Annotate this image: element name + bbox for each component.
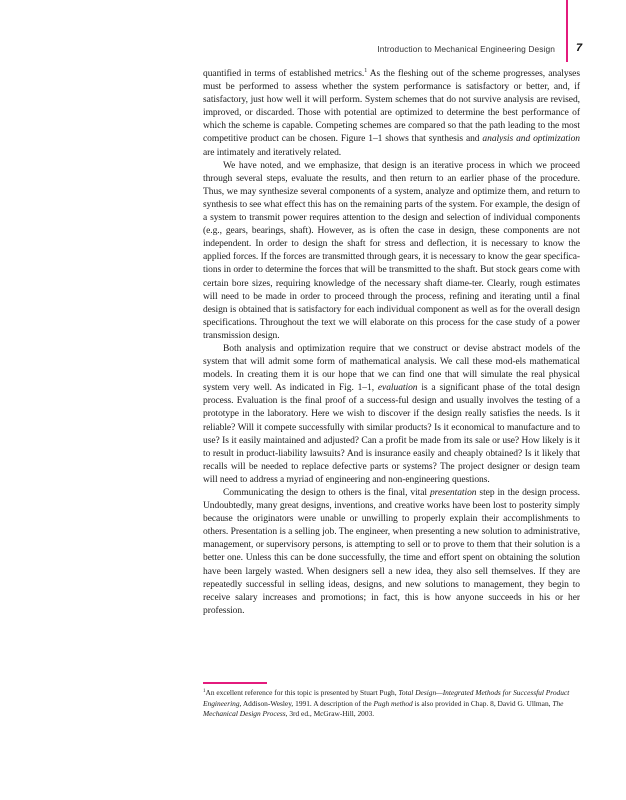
emphasis-evaluation: evaluation: [377, 383, 418, 394]
emphasis-presentation: presentation: [429, 488, 477, 498]
page-number: 7: [576, 42, 583, 54]
footnote-1: $^1$An excellent reference for this topic is presented by Stuart Pugh, Total Design—Integrated Methods for Successful Product Engineering, Addison-Wesley, 1991. A description of the Pugh method is also provided in Chap. 8, David G. Ullman, The Mechanical Design Process, 3rd ed., McGraw-Hill, 2003.: [203, 688, 570, 719]
paragraph-3: Both analysis and optimization require that we construct or devise abstract models of the system that will admit some form of mathematical analysis. We call these mod-els mathematical models. In creating them it is our hope that we can find one that will simulate the real physical system very well. As indicated in Fig. 1–1, evaluation is a significant phase of the total design process. Evaluation is the final proof of a success-ful design and usually involves the testing of a prototype in the laboratory. Here we wish to discover if the design really satisfies the needs. Is it reliable? Will it compete successfully with similar products? Is it economical to manufacture and to use? Is it easily maintained and adjusted? Can a profit be made from its sale or use? How likely is it to result in product-liability lawsuits? And is insurance easily and cheaply obtained? Is it likely that recalls will be needed to replace defective parts or systems? The project designer or design team will need to address a myriad of engineering and non-engineering questions.: [203, 343, 581, 485]
header-accent-rule: [566, 0, 568, 62]
paragraph-4: Communicating the design to others is the final, vital presentation step in the design process. Undoubtedly, many great designs, inventions, and creative works have been lost to posterity simply because the originators were unable or unwilling to properly explain their accomplishments to others. Presentation is a selling job. The engineer, when presenting a new solution to administrative, management, or supervisory persons, is attempting to sell or to prove to them that their solution is a better one. Unless this can be done successfully, the time and effort spent on obtaining the solution have been largely wasted. When designers sell a new idea, they also sell themselves. If they are repeatedly successful in selling ideas, designs, and new solutions to management, they begin to receive salary increases and promotions; in fact, this is how anyone succeeds in his or her profession.: [203, 488, 580, 616]
emphasis-analysis-optimization: analysis and optimization: [482, 134, 580, 145]
paragraph-2: We have noted, and we emphasize, that design is an iterative process in which we proceed through several steps, evaluate the results, and then return to an earlier phase of the procedure. Thus, we may synthesize several components of a system, analyze and optimize them, and return to synthesis to see what effect this has on the remaining parts of the system. For example, the design of a system to transmit power requires attention to the design and selection of individual components (e.g., gears, bearings, shaft). However, as is often the case in design, these components are not independent. In order to design the shaft for stress and deflection, it is necessary to know the applied forces. If the forces are transmitted through gears, it is necessary to know the gear specifica-tions in order to determine the forces that will be transmitted to the shaft. But stock gears come with certain bore sizes, requiring knowledge of the necessary shaft diame-ter. Clearly, rough estimates will need to be made in order to proceed through the process, refining and iterating until a final design is obtained that is satisfactory for each individual component as well as for the overall design specifications. Throughout the text we will elaborate on this process for the case study of a power transmission design.: [203, 160, 580, 341]
footnote-marker: 1: [203, 689, 206, 694]
running-header-title: Introduction to Mechanical Engineering Design: [377, 44, 555, 54]
paragraph-1: quantified in terms of established metrics.$^1$ As the fleshing out of the scheme progresses, analyses must be performed to assess whether the system performance is satisfactory or better, and, if satisfactory, just how well it will perform. System schemes that do not survive analysis are revised, improved, or discarded. Those with potential are optimized to determine the best performance of which the scheme is capable. Competing schemes are compared so that the path leading to the most competitive product can be chosen. Figure 1–1 shows that synthesis and analysis and optimization are intimately and iteratively related.: [203, 68, 580, 158]
footnote-rule: [203, 682, 267, 684]
body-text: [203, 68, 580, 618]
footnote-ref-1[interactable]: 1: [364, 68, 368, 74]
